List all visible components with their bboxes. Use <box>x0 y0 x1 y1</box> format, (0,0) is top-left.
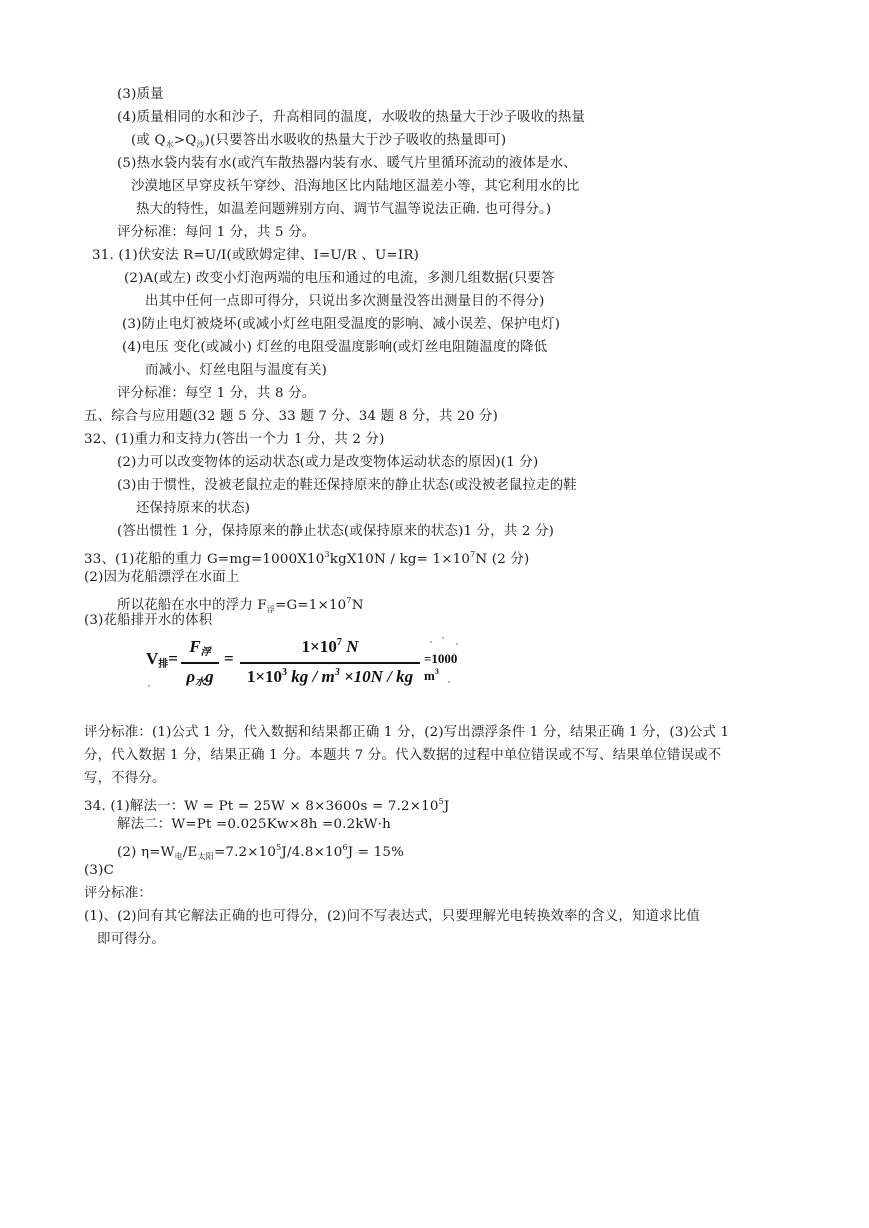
answer-30-4: (4)质量相同的水和沙子，升高相同的温度，水吸收的热量大于沙子吸收的热量 <box>117 110 586 125</box>
answer-34-1-method2: 解法二：W=Pt =0.025Kw×8h =0.2kW·h <box>117 817 391 832</box>
scoring-31: 评分标准：每空 1 分，共 8 分。 <box>117 386 316 401</box>
answer-30-4-note: (或 $Q_水>Q_沙$)(只要答出水吸收的热量大于沙子吸收的热量即可) <box>131 133 507 149</box>
scoring-34-line1: (1)、(2)问有其它解法正确的也可得分，(2)问不写表达式，只要理解光电转换效率的含义，知道求比值 <box>84 909 700 924</box>
scoring-33-line2: 分，代入数据 1 分，结果正确 1 分。本题共 7 分。代入数据的过程中单位错误或不写、结果单位错误或不 <box>84 748 722 763</box>
answer-32-3: (3)由于惯性，没被老鼠拉走的鞋还保持原来的静止状态(或没被老鼠拉走的鞋 <box>117 478 577 493</box>
answer-34-1-method1: 34. (1)解法一：$W = Pt = 25W \times 8\times 3600s = 7.2\times 10^5J$ <box>84 797 450 814</box>
scoring-34-heading: 评分标准： <box>84 886 152 901</box>
answer-33-1: 33、(1)花船的重力 $G=mg=1000X10^3kgX10N / kg= 1\times 10^7N$ (2 分) <box>84 550 530 567</box>
answer-32-1: 32、(1)重力和支持力(答出一个力 1 分，共 2 分) <box>84 432 385 447</box>
answer-31-2-cont: 出其中任何一点即可得分，只说出多次测量没答出测量目的不得分) <box>145 294 545 309</box>
scoring-33-line3: 写，不得分。 <box>84 771 166 786</box>
answer-31-4: (4)电压 变化(或减小) 灯丝的电阻受温度影响(或灯丝电阻随温度的降低 <box>122 340 548 355</box>
answer-34-3: (3)C <box>84 863 115 878</box>
answer-31-4-cont: 而减小、灯丝电阻与温度有关) <box>145 363 328 378</box>
answer-31-1: 31. (1)伏安法 R=U/I(或欧姆定律、I=U/R 、U=IR) <box>92 248 420 263</box>
answer-33-2-cont: 所以花船在水中的浮力 $F_浮=G=1\times 10^7N$ <box>117 596 364 614</box>
scoring-34-line2: 即可得分。 <box>97 932 165 947</box>
answer-33-3: (3)花船排开水的体积 <box>84 613 213 628</box>
answer-32-3-cont: 还保持原来的状态) <box>136 501 251 516</box>
answer-30-5-cont2: 热大的特性，如温差问题辨别方向、调节气温等说法正确. 也可得分。) <box>136 202 552 217</box>
answer-31-3: (3)防止电灯被烧坏(或减小灯丝电阻受温度的影响、减小误差、保护电灯) <box>122 317 561 332</box>
formula-lhs: V排= <box>146 649 178 670</box>
answer-31-2: (2)A(或左) 改变小灯泡两端的电压和通过的电流，多测几组数据(只要答 <box>124 271 555 286</box>
formula-result: =1000 $m^3$ <box>424 651 458 683</box>
scoring-30: 评分标准：每问 1 分，共 5 分。 <box>117 225 316 240</box>
formula-fraction-2: $1\times 10^7$ N $1\times 10^3$ kg / $m^3 \times 10N$ / kg <box>240 637 420 687</box>
answer-30-5-cont1: 沙漠地区早穿皮袄午穿纱、沿海地区比内陆地区温差小等，其它利用水的比 <box>131 179 580 194</box>
scoring-32: (答出惯性 1 分，保持原来的静止状态(或保持原来的状态)1 分，共 2 分) <box>117 524 555 539</box>
answer-34-2: (2) $\eta=W_电/E_{太阳}=7.2\times 10^5J/4.8\times 10^6J = 15\%$ <box>117 843 405 861</box>
formula-fraction-1: F浮 ρ水g <box>181 637 219 688</box>
volume-formula: V排= F浮 ρ水g = $1\times 10^7$ N $1\times 10^3$ kg / $m^3 \times 10N$ / kg =1000 $m^3$ <box>146 633 468 695</box>
answer-33-2: (2)因为花船漂浮在水面上 <box>84 570 240 585</box>
answer-30-3: (3)质量 <box>117 87 164 102</box>
answer-32-2: (2)力可以改变物体的运动状态(或力是改变物体运动状态的原因)(1 分) <box>117 455 539 470</box>
section-5-heading: 五、综合与应用题(32 题 5 分、33 题 7 分、34 题 8 分，共 20 分) <box>84 409 499 424</box>
answer-30-5: (5)热水袋内装有水(或汽车散热器内装有水、暖气片里循环流动的液体是水、 <box>117 156 577 171</box>
scoring-33-line1: 评分标准：(1)公式 1 分，代入数据和结果都正确 1 分，(2)写出漂浮条件 1 分，结果正确 1 分，(3)公式 1 <box>84 725 730 740</box>
